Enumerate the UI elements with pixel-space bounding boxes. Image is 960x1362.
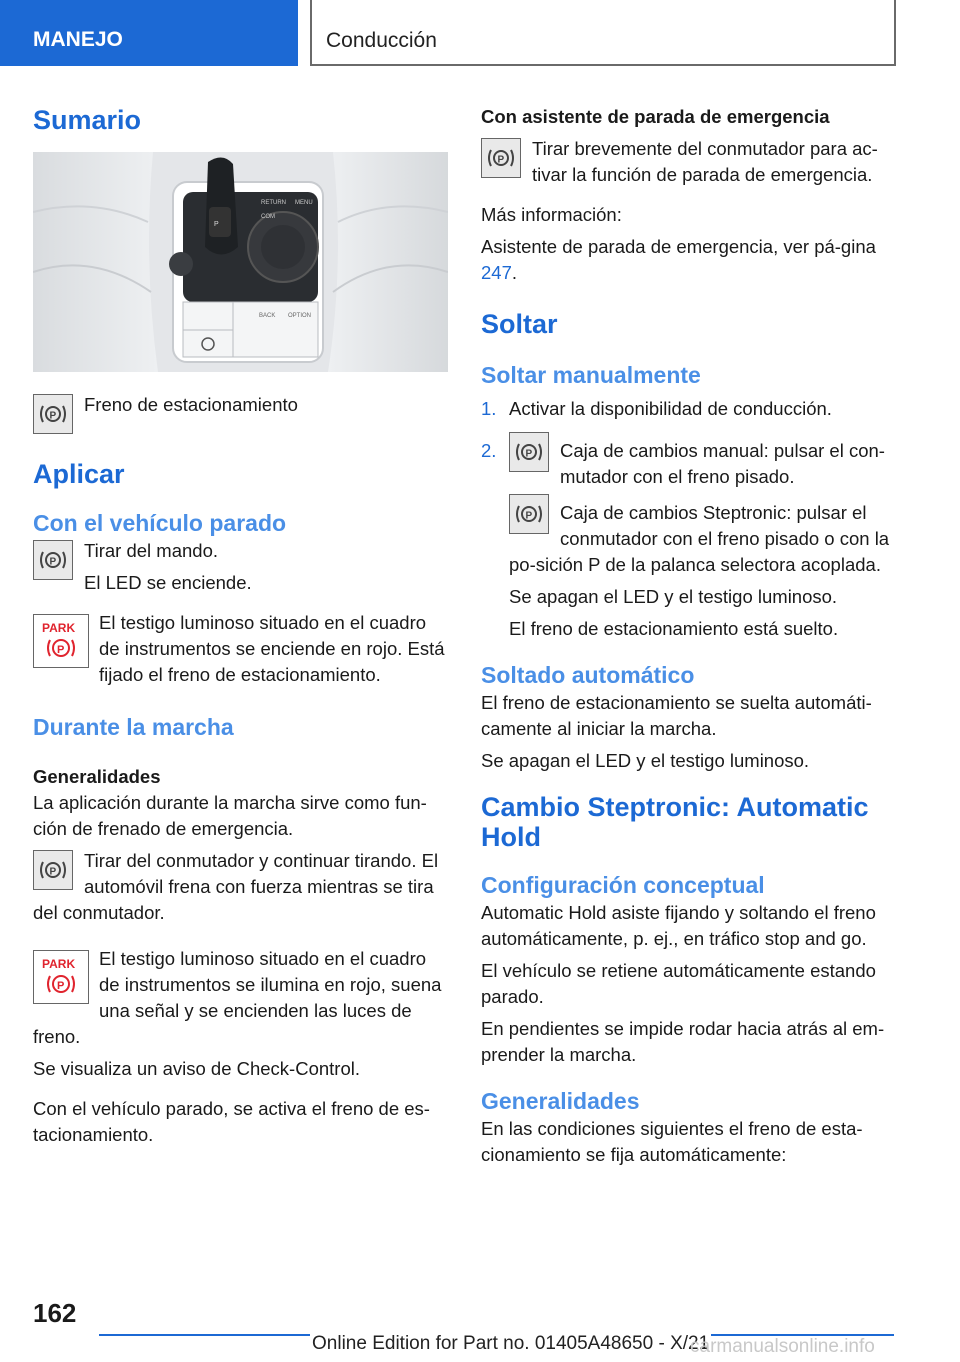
step-number: 1. <box>481 398 497 419</box>
heading-generalidades-hold: Generalidades <box>481 1088 640 1114</box>
parado-row <box>33 538 448 596</box>
concept-text-1: Automatic Hold asiste fijando y soltando el freno automáticamente, p. ej., en tráfico stop and go. <box>481 902 876 949</box>
step-number: 2. <box>481 440 497 461</box>
p-button-label: P <box>214 221 219 228</box>
center-console-illustration <box>33 152 448 372</box>
option-label: OPTION <box>288 313 312 319</box>
ref-text: Asistente de parada de emergencia, ver pá-gina <box>481 236 876 257</box>
parking-brake-icon <box>509 494 549 534</box>
svg-text:P: P <box>49 410 57 422</box>
step-2-steptronic-text: Caja de cambios Steptronic: pulsar el conmutador con el freno pisado o con la po-sición P de la palanca selectora acoplada. <box>509 502 890 575</box>
parking-brake-icon <box>509 432 549 472</box>
parking-brake-icon <box>33 394 73 434</box>
section-tab: MANEJO <box>0 0 298 66</box>
return-label: RETURN <box>261 200 286 206</box>
footer-edition: Online Edition for Part no. 01405A48650 - X/21 <box>312 1333 710 1354</box>
heading-automatic-hold: Cambio Steptronic: Automatic Hold <box>481 792 869 852</box>
figure-caption-row <box>33 392 448 436</box>
heading-soltar: Soltar <box>481 309 558 339</box>
step-2 <box>481 438 896 642</box>
marcha-row <box>33 848 448 926</box>
park-warning-icon <box>33 950 89 1004</box>
heading-asistente-parada: Con asistente de parada de emergencia <box>481 106 830 127</box>
back-label: BACK <box>259 313 276 319</box>
svg-text:P: P <box>525 510 533 522</box>
heading-con-vehiculo-parado: Con el vehículo parado <box>33 510 287 536</box>
parado-text-1: Tirar del mando. <box>84 540 219 561</box>
heading-generalidades: Generalidades <box>33 766 161 787</box>
parking-brake-photo <box>33 152 448 372</box>
marcha-text-4: Con el vehículo parado, se activa el freno de es-tacionamiento. <box>33 1098 430 1145</box>
heading-soltar-manualmente: Soltar manualmente <box>481 362 701 388</box>
svg-text:P: P <box>57 980 65 992</box>
concept-text-2: El vehículo se retiene automáticamente estando parado. <box>481 960 876 1007</box>
heading-sumario: Sumario <box>33 105 142 135</box>
page-header <box>0 0 960 66</box>
mas-informacion-ref <box>481 234 896 286</box>
emergencia-text: Tirar brevemente del conmutador para ac-tivar la función de parada de emergencia. <box>532 138 878 185</box>
svg-text:P: P <box>525 448 533 460</box>
release-steps <box>481 396 896 642</box>
step-2-manual-text: Caja de cambios manual: pulsar el con-mutador con el freno pisado. <box>560 440 885 487</box>
marcha-park-text: El testigo luminoso situado en el cuadro de instrumentos se ilumina en rojo, suena una señal y se encienden las luces de freno. <box>33 948 442 1047</box>
com-label: COM <box>261 214 275 220</box>
page-link-247[interactable]: 247 <box>481 262 512 283</box>
svg-text:P: P <box>57 644 65 656</box>
step-1 <box>481 396 896 422</box>
parking-brake-icon <box>33 850 73 890</box>
emergencia-row <box>481 136 896 188</box>
step-2-text-2: Se apagan el LED y el testigo luminoso. <box>509 586 838 607</box>
heading-soltado-automatico: Soltado automático <box>481 662 695 688</box>
mas-informacion: Más información: <box>481 204 622 225</box>
chapter-title: Conducción <box>310 0 896 66</box>
concept-text-3: En pendientes se impide rodar hacia atrás al em-prender la marcha. <box>481 1018 885 1065</box>
auto-text-1: El freno de estacionamiento se suelta automáti-camente al iniciar la marcha. <box>481 692 872 739</box>
step-2-steptronic <box>509 500 896 578</box>
park-label: PARK <box>42 621 76 635</box>
marcha-park-row <box>33 946 448 1050</box>
auto-text-2: Se apagan el LED y el testigo luminoso. <box>481 750 810 771</box>
marcha-text-1: La aplicación durante la marcha sirve como fun-ción de frenado de emergencia. <box>33 792 427 839</box>
park-warning-icon <box>33 614 89 668</box>
heading-aplicar: Aplicar <box>33 459 125 489</box>
step-text: Activar la disponibilidad de conducción. <box>509 398 832 419</box>
right-column <box>481 100 896 1174</box>
heading-durante-la-marcha: Durante la marcha <box>33 714 234 740</box>
figure-caption: Freno de estacionamiento <box>84 394 298 415</box>
marcha-text-3: Se visualiza un aviso de Check-Control. <box>33 1058 360 1079</box>
park-label: PARK <box>42 957 76 971</box>
parado-text-2: El LED se enciende. <box>84 572 252 593</box>
gen-text-1: En las condiciones siguientes el freno de esta-cionamiento se fija automáticamente: <box>481 1118 863 1165</box>
left-column <box>33 100 448 1154</box>
marcha-text-2: Tirar del conmutador y continuar tirando. El automóvil frena con fuerza mientras se tira del conmutador. <box>33 850 439 923</box>
menu-label: MENU <box>295 200 313 206</box>
step-2-manual <box>509 438 896 490</box>
parking-brake-icon <box>33 540 73 580</box>
svg-text:P: P <box>49 556 57 568</box>
parado-park-row <box>33 610 448 688</box>
footer-watermark: carmanualsonline.info <box>690 1336 875 1357</box>
parado-park-text: El testigo luminoso situado en el cuadro de instrumentos se enciende en rojo. Está fijado el freno de estacionamiento. <box>99 612 445 685</box>
svg-text:P: P <box>497 154 505 166</box>
page-number: 162 <box>33 1298 77 1328</box>
heading-configuracion-conceptual: Configuración conceptual <box>481 872 765 898</box>
step-2-text-3: El freno de estacionamiento está suelto. <box>509 618 839 639</box>
svg-text:P: P <box>49 866 57 878</box>
ref-end: . <box>511 262 518 283</box>
parking-brake-icon <box>481 138 521 178</box>
